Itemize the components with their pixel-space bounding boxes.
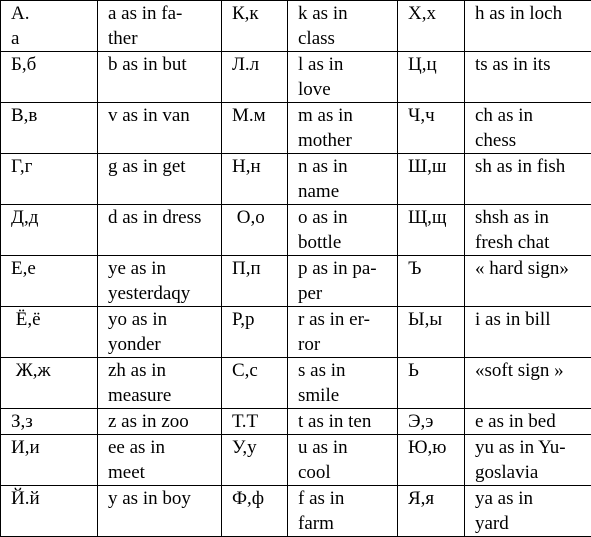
- letter-cell: Л.л: [222, 52, 288, 103]
- letter-cell: Р,р: [222, 307, 288, 358]
- pronunciation-cell: o as in bottle: [288, 205, 398, 256]
- pronunciation-cell: yu as in Yu- goslavia: [465, 435, 591, 486]
- letter-cell: М.м: [222, 103, 288, 154]
- pronunciation-cell: ee as in meet: [98, 435, 222, 486]
- alphabet-table-body: [1, 1, 591, 537]
- letter-cell: Ш,ш: [398, 154, 465, 205]
- letter-cell: Ъ: [398, 256, 465, 307]
- pronunciation-cell: l as in love: [288, 52, 398, 103]
- table-row: [1, 435, 591, 486]
- letter-cell: К,к: [222, 1, 288, 52]
- pronunciation-cell: k as in class: [288, 1, 398, 52]
- table-row: [1, 358, 591, 409]
- table-row: [1, 52, 591, 103]
- pronunciation-cell: u as in cool: [288, 435, 398, 486]
- letter-cell: У,у: [222, 435, 288, 486]
- table-row: [1, 256, 591, 307]
- pronunciation-cell: ch as in chess: [465, 103, 591, 154]
- letter-cell: Е,е: [1, 256, 98, 307]
- table-row: [1, 486, 591, 537]
- pronunciation-cell: sh as in fish: [465, 154, 591, 205]
- pronunciation-cell: «soft sign »: [465, 358, 591, 409]
- pronunciation-cell: « hard sign»: [465, 256, 591, 307]
- table-row: [1, 409, 591, 435]
- pronunciation-cell: r as in er- ror: [288, 307, 398, 358]
- letter-cell: И,и: [1, 435, 98, 486]
- letter-cell: А. а: [1, 1, 98, 52]
- pronunciation-cell: e as in bed: [465, 409, 591, 435]
- pronunciation-cell: p as in pa- per: [288, 256, 398, 307]
- pronunciation-cell: s as in smile: [288, 358, 398, 409]
- letter-cell: Г,г: [1, 154, 98, 205]
- letter-cell: Ё,ё: [1, 307, 98, 358]
- letter-cell: Ч,ч: [398, 103, 465, 154]
- table-row: [1, 154, 591, 205]
- pronunciation-cell: g as in get: [98, 154, 222, 205]
- pronunciation-cell: n as in name: [288, 154, 398, 205]
- letter-cell: Щ,щ: [398, 205, 465, 256]
- pronunciation-cell: f as in farm: [288, 486, 398, 537]
- pronunciation-cell: i as in bill: [465, 307, 591, 358]
- pronunciation-cell: zh as in measure: [98, 358, 222, 409]
- table-row: [1, 205, 591, 256]
- letter-cell: Э,э: [398, 409, 465, 435]
- letter-cell: Ф,ф: [222, 486, 288, 537]
- pronunciation-cell: ye as in yesterdaqy: [98, 256, 222, 307]
- letter-cell: В,в: [1, 103, 98, 154]
- table-row: [1, 307, 591, 358]
- letter-cell: Ы,ы: [398, 307, 465, 358]
- pronunciation-cell: y as in boy: [98, 486, 222, 537]
- pronunciation-cell: z as in zoo: [98, 409, 222, 435]
- letter-cell: Д,д: [1, 205, 98, 256]
- letter-cell: П,п: [222, 256, 288, 307]
- letter-cell: Ц,ц: [398, 52, 465, 103]
- letter-cell: Я,я: [398, 486, 465, 537]
- pronunciation-cell: shsh as in fresh chat: [465, 205, 591, 256]
- pronunciation-cell: t as in ten: [288, 409, 398, 435]
- letter-cell: Б,б: [1, 52, 98, 103]
- letter-cell: Т.Т: [222, 409, 288, 435]
- letter-cell: Й.й: [1, 486, 98, 537]
- pronunciation-cell: v as in van: [98, 103, 222, 154]
- table-row: [1, 103, 591, 154]
- pronunciation-cell: m as in mother: [288, 103, 398, 154]
- letter-cell: О,о: [222, 205, 288, 256]
- pronunciation-cell: yo as in yonder: [98, 307, 222, 358]
- table-row: [1, 1, 591, 52]
- letter-cell: Ь: [398, 358, 465, 409]
- pronunciation-cell: ya as in yard: [465, 486, 591, 537]
- pronunciation-cell: b as in but: [98, 52, 222, 103]
- pronunciation-cell: ts as in its: [465, 52, 591, 103]
- letter-cell: Ю,ю: [398, 435, 465, 486]
- pronunciation-cell: d as in dress: [98, 205, 222, 256]
- letter-cell: Н,н: [222, 154, 288, 205]
- letter-cell: Х,х: [398, 1, 465, 52]
- letter-cell: З,з: [1, 409, 98, 435]
- pronunciation-cell: a as in fa- ther: [98, 1, 222, 52]
- pronunciation-cell: h as in loch: [465, 1, 591, 52]
- letter-cell: Ж,ж: [1, 358, 98, 409]
- letter-cell: С,с: [222, 358, 288, 409]
